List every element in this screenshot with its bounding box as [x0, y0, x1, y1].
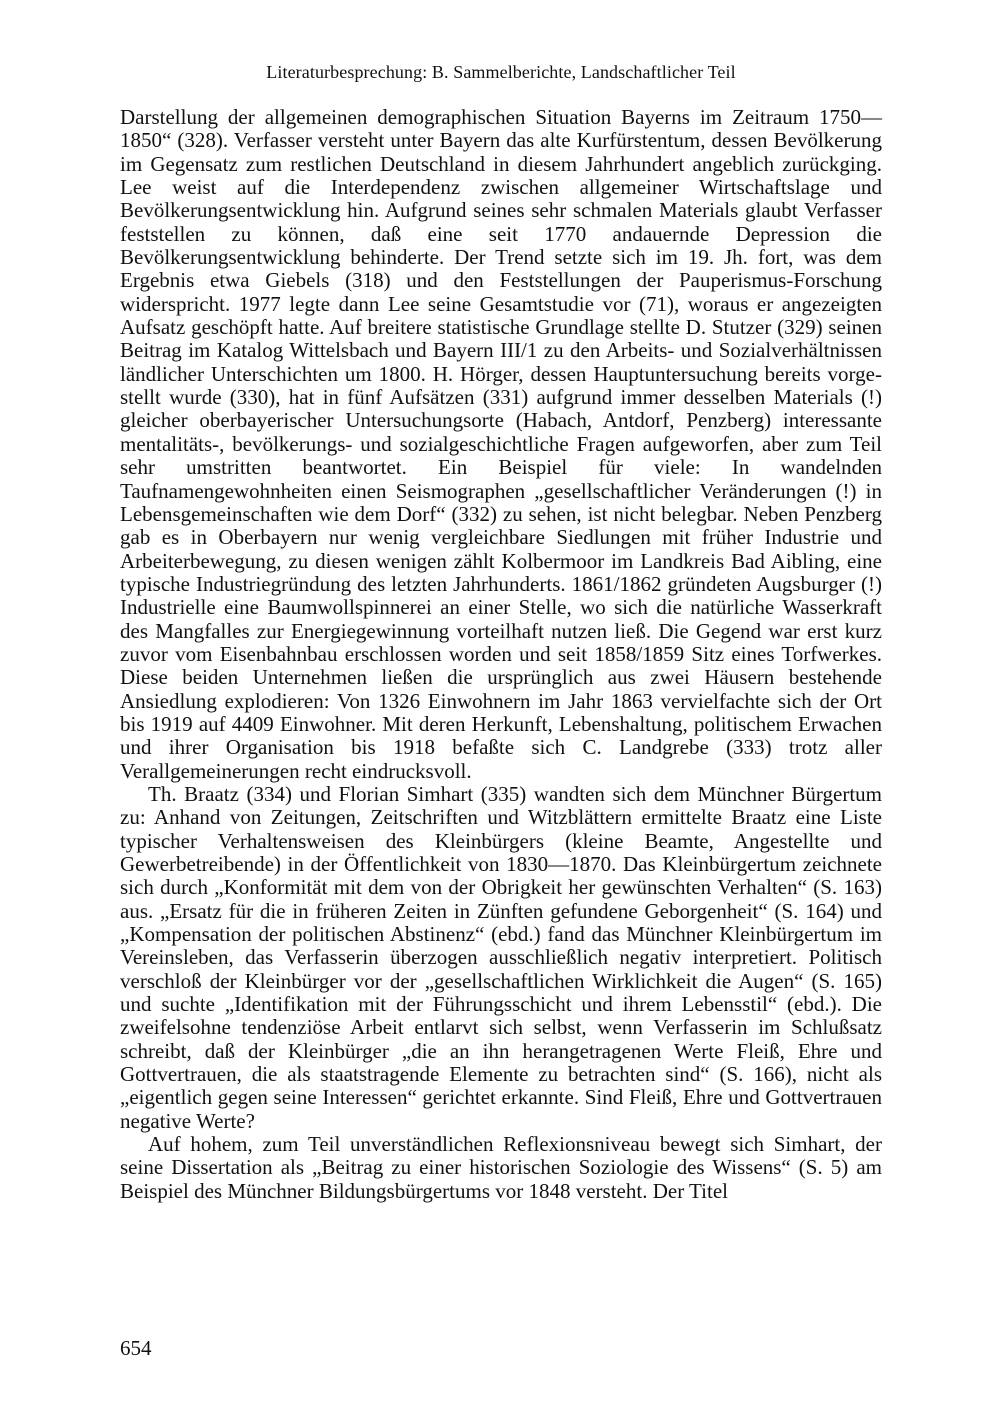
body-text — [120, 106, 882, 1203]
page-number: 654 — [120, 1336, 152, 1360]
paragraph-2: Th. Braatz (334) und Florian Simhart (335) wandten sich dem Münchner Bürgertum zu: Anhand von Zeitungen, Zeitschriften und Witzblättern ermittelte Braatz eine Liste typischer Verhaltensweisen des Kleinbürgers (kleine Beamte, Angestellte und Gewerbetreibende) in der Öffentlichkeit von 1830—1870. Das Kleinbürgertum zeichnete sich durch „Konformität mit dem von der Obrigkeit her gewünschten Verhalten“ (S. 163) aus. „Ersatz für die in früheren Zeiten in Zünften gefundene Geborgenheit“ (S. 164) und „Kompensation der politischen Abstinenz“ (ebd.) fand das Münchner Kleinbürgertum im Vereinsleben, das Verfasserin überzogen ausschließlich negativ interpretiert. Politisch verschloß der Kleinbürger vor der „gesellschaftlichen Wirklichkeit die Augen“ (S. 165) und suchte „Identifikation mit der Führungsschicht und ihrem Lebensstil“ (ebd.). Die zweifelsohne tendenziöse Arbeit entlarvt sich selbst, wenn Verfasserin im Schlußsatz schreibt, daß der Kleinbürger „die an ihn herangetragenen Werte Fleiß, Ehre und Gottvertrauen, die als staatstragende Elemente zu betrachten sind“ (S. 166), nicht als „eigentlich gegen seine Interessen“ gerichtet erkannte. Sind Fleiß, Ehre und Gottvertrauen negative Werte? — [120, 781, 882, 1133]
paragraph-3: Auf hohem, zum Teil unverständlichen Reflexionsniveau bewegt sich Simhart, der seine Dissertation als „Beitrag zu einer historischen Soziologie des Wissens“ (S. 5) am Beispiel des Münchner Bildungsbürgertums vor 1848 versteht. Der Titel — [120, 1132, 882, 1203]
running-head: Literaturbesprechung: B. Sammelberichte, Landschaftlicher Teil — [266, 62, 736, 82]
paragraph-1: Darstellung der allgemeinen demographischen Situation Bayerns im Zeitraum 1750—1850“ (328). Verfasser versteht unter Bayern das alte Kurfürstentum, dessen Bevölkerung im Gegensatz zum restlichen Deutschland in diesem Jahrhundert angeblich zurückging. Lee weist auf die Interdependenz zwischen allgemeiner Wirtschaftslage und Bevölkerungsentwicklung hin. Aufgrund seines sehr schmalen Materials glaubt Verfasser feststellen zu können, daß eine seit 1770 andauernde Depression die Bevölkerungsentwicklung behinderte. Der Trend setzte sich im 19. Jh. fort, was dem Ergebnis etwa Giebels (318) und den Feststellungen der Pauperismus-Forschung widerspricht. 1977 legte dann Lee seine Gesamtstudie vor (71), woraus er angezeigten Aufsatz geschöpft hatte. Auf breitere statistische Grundlage stellte D. Stutzer (329) seinen Beitrag im Katalog Wittelsbach und Bayern III/1 zu den Arbeits- und Sozialverhältnissen ländlicher Unterschichten um 1800. H. Hörger, dessen Hauptuntersuchung bereits vorgestellt wurde (330), hat in fünf Aufsätzen (331) aufgrund immer desselben Materials (!) gleicher oberbayerischer Untersuchungsorte (Habach, Antdorf, Penzberg) interessante mentalitäts-, bevölkerungs- und sozialgeschichtliche Fragen aufgeworfen, aber zum Teil sehr umstritten beantwortet. Ein Beispiel für viele: In wandelnden Taufnamengewohnheiten einen Seismographen „gesellschaftlicher Veränderungen (!) in Lebensgemeinschaften wie dem Dorf“ (332) zu sehen, ist nicht belegbar. Neben Penzberg gab es in Oberbayern nur wenig vergleichbare Siedlungen mit früher Industrie und Arbeiterbewegung, zu diesen wenigen zählt Kolbermoor im Landkreis Bad Aibling, eine typische Industriegründung des letzten Jahrhunderts. 1861/1862 gründeten Augsburger (!) Industrielle eine Baumwollspinnerei an einer Stelle, wo sich die natürliche Wasserkraft des Mangfalles zur Energiegewinnung vorteilhaft nutzen ließ. Die Gegend war erst kurz zuvor vom Eisenbahnbau erschlossen worden und seit 1858/1859 Sitz eines Torfwerkes. Diese beiden Unternehmen ließen die ursprünglich aus zwei Häusern bestehende Ansiedlung explodieren: Von 1326 Einwohnern im Jahr 1863 vervielfachte sich der Ort bis 1919 auf 4409 Einwohner. Mit deren Herkunft, Lebenshaltung, politischem Erwachen und ihrer Organisation bis 1918 befaßte sich C. Landgrebe (333) trotz aller Verallgemeinerungen recht eindrucksvoll. — [120, 105, 882, 783]
